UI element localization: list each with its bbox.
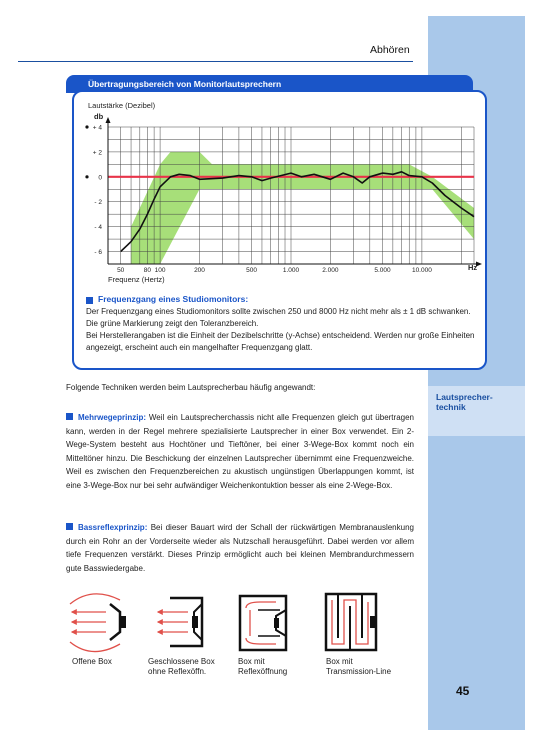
figure-label-line: Transmission-Line (326, 667, 392, 676)
caption-text (86, 306, 478, 354)
y-tick-label: 0 (98, 174, 102, 182)
caption-line-2: Bei Herstellerangaben ist die Einheit der Dezibelschritte (y-Achse) entscheidend. Werden nur große Einheiten angezeigt, erscheint auch ein mangelhafter Frequenzgang glatt. (86, 331, 475, 352)
header-rule (18, 61, 413, 62)
y-tick-label: - 2 (94, 199, 102, 207)
y-tick-label: + 4 (92, 124, 102, 132)
y-axis-arrow-icon (106, 117, 111, 123)
page-header-title: Abhören (370, 44, 410, 56)
open-box-icon (70, 594, 126, 652)
caption-line-1: Der Frequenzgang eines Studiomonitors sollte zwischen 250 und 8000 Hz nicht mehr als ± 1 dB schwanken. Die grüne Markierung zeigt den Toleranzbereich. (86, 307, 471, 328)
x-tick-label: 200 (194, 267, 205, 274)
x-tick-label: 80 (143, 267, 152, 274)
figure-label-line: ohne Reflexöffn. (148, 667, 207, 676)
caption-bullet-icon (86, 297, 93, 304)
section-text: Weil ein Lautsprecherchassis nicht alle Frequenzen gleich gut übertragen kann, werden in der Regel mehrere spezialisierte Lautsprecher in einer Box verwendet. Ein 2-Wege-System besteht aus Hochtöner und Tieftöner, bei einer 3-Wege-Box kommt noch ein Mitteltöner hinzu. Die Beschickung der einzelnen Lautsprecher übernimmt eine Frequenzweiche. Weil es zwischen den Frequenzbereichen zu akustisch ungünstigen Überlappungen kommt, ist eine 3-Wege-Box nur bei sehr aufwändiger Weichenkontuktion besser als eine 2-Wege-Box. (66, 413, 414, 490)
figure-label-line: Geschlossene Box (148, 657, 215, 666)
figure-label-line: Offene Box (72, 657, 112, 666)
x-axis-label: Frequenz (Hertz) (108, 275, 165, 284)
x-tick-label: 10.000 (411, 267, 432, 274)
section-bassreflex (66, 521, 414, 575)
x-tick-label: 2.000 (322, 267, 339, 274)
section-term: Bassreflexprinzip: (78, 523, 148, 532)
figure-label-closed-box (148, 657, 215, 677)
section-bullet-icon (66, 413, 73, 420)
y-tick-label: - 4 (94, 224, 102, 232)
section-multiway (66, 411, 414, 493)
section-bullet-icon (66, 523, 73, 530)
x-tick-label: 1.000 (282, 267, 300, 274)
transmission-line-box-icon (326, 594, 376, 650)
figure-label-line: Box mit (326, 657, 353, 666)
x-axis-unit: Hz (468, 263, 478, 272)
y-axis-unit: db (94, 112, 104, 121)
y-marker-dot (85, 125, 88, 128)
y-axis-label: Lautstärke (Dezibel) (88, 101, 156, 110)
info-box-title: Übertragungsbereich von Monitorlautsprechern (88, 79, 282, 89)
section-term: Mehrwegeprinzip: (78, 413, 147, 422)
figure-label-reflex-box (238, 657, 287, 677)
x-tick-label: 500 (246, 267, 258, 274)
figure-label-transmission-line (326, 657, 391, 677)
x-tick-label: 50 (117, 267, 125, 274)
section-text: Bei dieser Bauart wird der Schall der rückwärtigen Membranauslenkung durch ein Rohr an der Vorderseite wieder als Nutzschall herausgeführt. Dabei werden vor allem tiefe Frequenzen verstärkt. Dieses Prinzip ermöglicht auch bei kleinen Membrandurchmessern gute Basswiedergabe. (66, 523, 414, 573)
speaker-box-diagrams (62, 590, 412, 655)
figure-label-line: Reflexöffnung (238, 667, 288, 676)
intro-text: Folgende Techniken werden beim Lautsprecherbau häufig angewandt: (66, 383, 316, 392)
y-tick-label: - 6 (94, 249, 102, 257)
figure-label-open-box (72, 657, 112, 667)
y-tick-label: + 2 (92, 149, 102, 157)
tolerance-band (131, 152, 474, 264)
page-number: 45 (456, 684, 470, 698)
caption-title: Frequenzgang eines Studiomonitors: (98, 294, 249, 304)
closed-box-icon (158, 598, 202, 646)
reflex-box-icon (240, 596, 286, 650)
x-tick-label: 100 (154, 267, 166, 274)
y-marker-dot (85, 175, 88, 178)
frequency-response-chart (80, 97, 485, 287)
figure-label-line: Box mit (238, 657, 265, 666)
sidebar-section-label: Lautsprecher-technik (436, 392, 493, 412)
x-tick-label: 5.000 (374, 267, 391, 274)
